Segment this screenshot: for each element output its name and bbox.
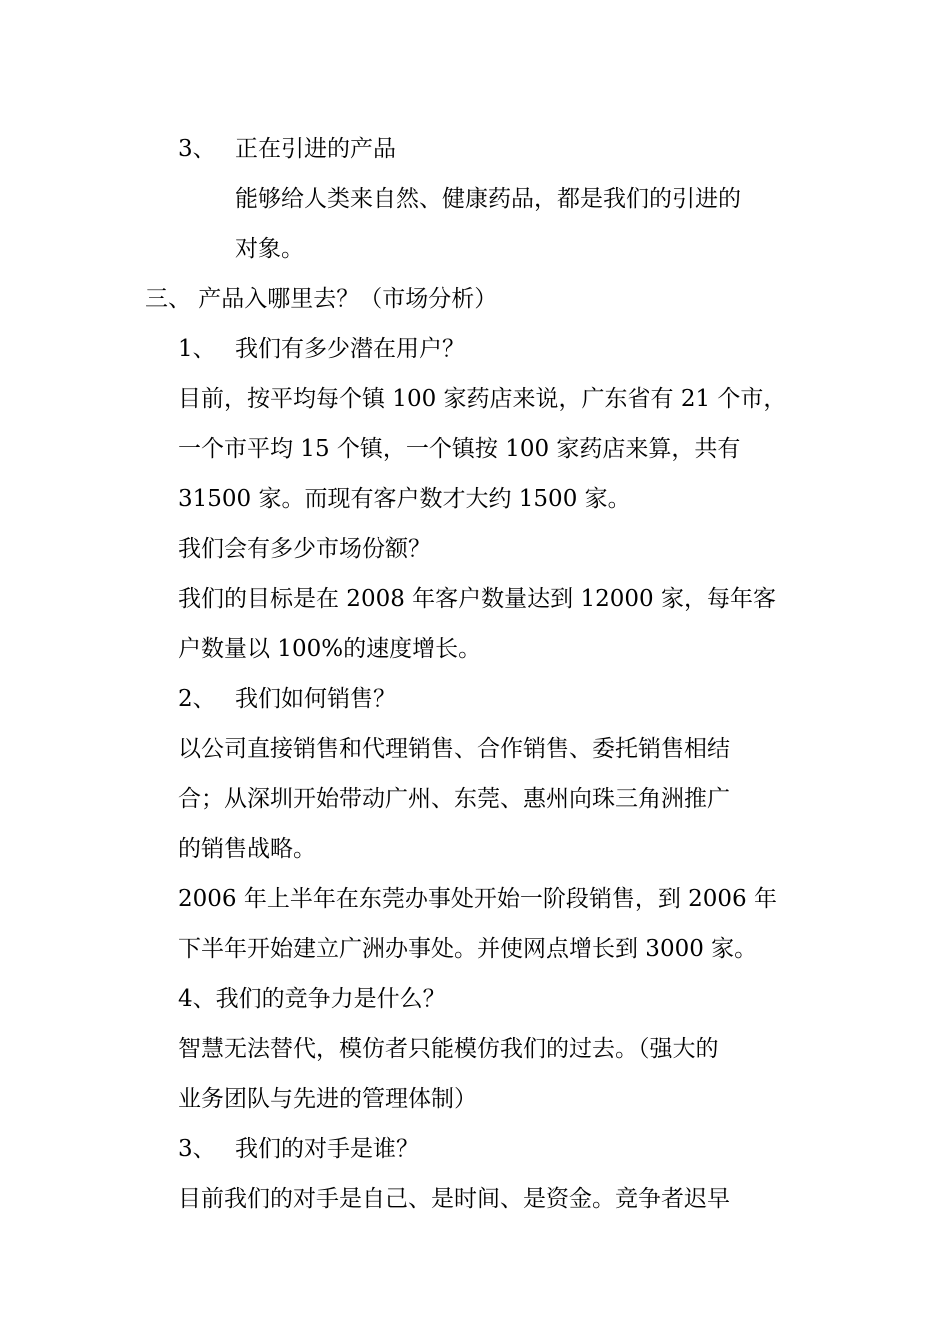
paragraph-line: 业务团队与先进的管理体制） [178, 1086, 477, 1112]
section-heading: 三、 产品入哪里去？（市场分析） [145, 286, 498, 312]
list-number: 3、 [178, 1136, 216, 1162]
subsection-heading: 正在引进的产品 [235, 136, 396, 162]
paragraph-line: 户数量以 100%的速度增长。 [178, 636, 482, 662]
list-number: 1、 [178, 336, 216, 362]
subsection-heading: 我们的对手是谁？ [235, 1136, 419, 1162]
paragraph-line: 一个市平均 15 个镇，一个镇按 100 家药店来算，共有 [178, 436, 741, 462]
paragraph-line: 智慧无法替代，模仿者只能模仿我们的过去。（强大的 [178, 1036, 719, 1062]
list-number: 3、 [178, 136, 216, 162]
subsection-heading: 4、我们的竞争力是什么？ [178, 986, 446, 1012]
paragraph-line: 能够给人类来自然、健康药品，都是我们的引进的 [235, 186, 741, 212]
paragraph-line: 目前我们的对手是自己、是时间、是资金。竞争者迟早 [178, 1186, 730, 1212]
paragraph-question: 我们会有多少市场份额？ [178, 536, 431, 562]
paragraph-line: 31500 家。而现有客户数才大约 1500 家。 [178, 486, 631, 512]
paragraph-line: 合；从深圳开始带动广州、东莞、惠州向珠三角洲推广 [178, 786, 730, 812]
subsection-heading: 我们有多少潜在用户？ [235, 336, 465, 362]
paragraph-line: 2006 年上半年在东莞办事处开始一阶段销售，到 2006 年 [178, 886, 777, 912]
paragraph-line: 我们的目标是在 2008 年客户数量达到 12000 家，每年客 [178, 586, 776, 612]
paragraph-line: 对象。 [235, 236, 304, 262]
paragraph-line: 下半年开始建立广洲办事处。并使网点增长到 3000 家。 [178, 936, 758, 962]
subsection-heading: 我们如何销售？ [235, 686, 396, 712]
paragraph-line: 目前，按平均每个镇 100 家药店来说，广东省有 21 个市， [178, 386, 787, 412]
paragraph-line: 的销售战略。 [178, 836, 316, 862]
paragraph-line: 以公司直接销售和代理销售、合作销售、委托销售相结 [178, 736, 730, 762]
list-number: 2、 [178, 686, 216, 712]
